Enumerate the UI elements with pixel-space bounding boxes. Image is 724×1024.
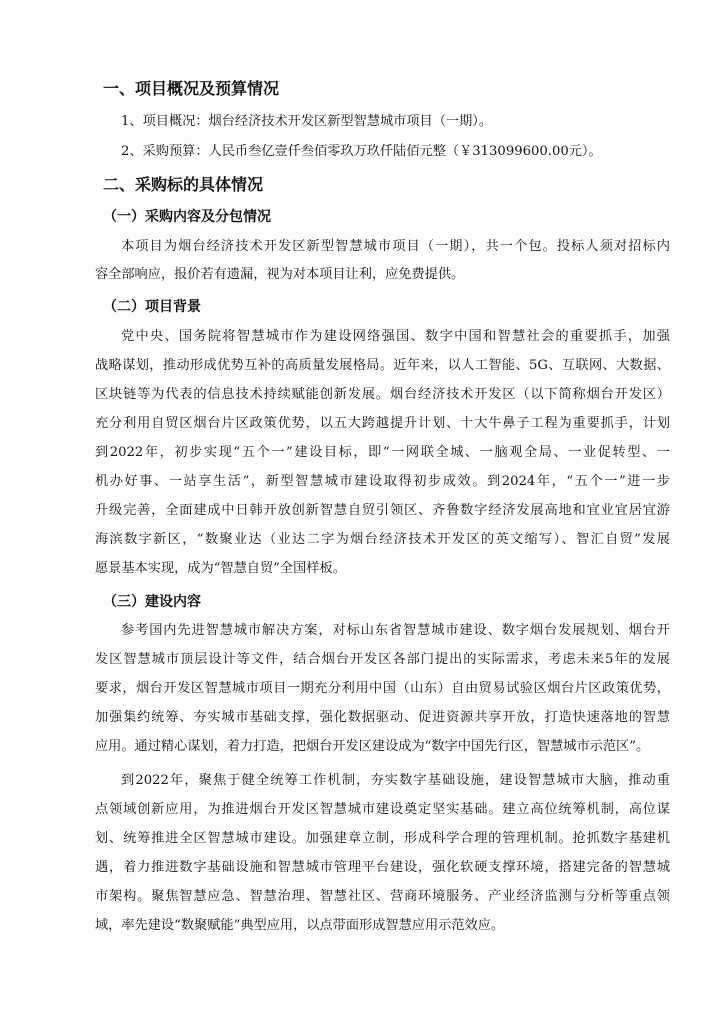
paragraph-line: 愿景基本实现，成为“智慧自贸”全国样板。 bbox=[95, 561, 346, 576]
paragraph-line: 升级完善，全面建成中日韩开放创新智慧自贸引领区、齐鲁数字经济发展高地和宜业宜居宜游 bbox=[95, 503, 670, 518]
section-1-title: 一、项目概况及预算情况 bbox=[103, 79, 280, 98]
paragraph-line: 点领域创新应用，为推进烟台开发区智慧城市建设奠定坚实基础。建立高位统筹机制，高位谋 bbox=[95, 802, 670, 817]
paragraph-line: 海滨数字新区，“数聚业达（业达二字为烟台经济技术开发区的英文缩写）、智汇自贸”发展 bbox=[95, 532, 670, 547]
paragraph-line: 机办好事、一站享生活”，新型智慧城市建设取得初步成效。到2024年，“五个一”进一步 bbox=[95, 474, 670, 489]
paragraph-line: 容全部响应，报价若有遗漏，视为对本项目让利，应免费提供。 bbox=[95, 267, 465, 282]
subsection-3-title: （三）建设内容 bbox=[103, 594, 201, 610]
paragraph-line: 参考国内先进智慧城市解决方案，对标山东省智慧城市建设、数字烟台发展规划、烟台开 bbox=[121, 623, 670, 638]
procurement-budget-line: 2、采购预算：人民币叁亿壹仟叁佰零玖万玖仟陆佰元整（￥313099600.00元）。 bbox=[121, 144, 602, 159]
paragraph-line: 加强集约统筹、夯实城市基础支撑，强化数据驱动、促进资源共享开放，打造快速落地的智慧 bbox=[95, 710, 670, 725]
paragraph-line: 遇，着力推进数字基础设施和智慧城市管理平台建设，强化软硬支撑环境，搭建完备的智慧城 bbox=[95, 860, 670, 875]
project-overview-line: 1、项目概况：烟台经济技术开发区新型智慧城市项目（一期）。 bbox=[121, 114, 493, 129]
paragraph-line: 划、统筹推进全区智慧城市建设。加强建章立制，形成科学合理的管理机制。抢抓数字基建机 bbox=[95, 831, 670, 846]
paragraph-line: 党中央、国务院将智慧城市作为建设网络强国、数字中国和智慧社会的重要抓手，加强 bbox=[121, 329, 670, 344]
paragraph-line: 到2022年，初步实现“五个一”建设目标，即“一网联全城、一脑观全局、一业促转型、一 bbox=[95, 445, 670, 460]
paragraph-line: 发区智慧城市顶层设计等文件，结合烟台开发区各部门提出的实际需求，考虑未来5年的发展 bbox=[95, 652, 670, 667]
paragraph-line: 到2022年，聚焦于健全统筹工作机制，夯实数字基础设施，建设智慧城市大脑，推动重 bbox=[121, 773, 670, 788]
paragraph-line: 战略谋划，推动形成优势互补的高质量发展格局。近年来，以人工智能、5G、互联网、大数据、 bbox=[95, 358, 670, 373]
paragraph-line: 域，率先建设“数聚赋能”典型应用，以点带面形成智慧应用示范效应。 bbox=[95, 918, 505, 933]
paragraph-line: 应用。通过精心谋划，着力打造，把烟台开发区建设成为“数字中国先行区，智慧城市示范区”。 bbox=[95, 739, 650, 754]
subsection-2-title: （二）项目背景 bbox=[103, 299, 201, 315]
paragraph-line: 要求，烟台开发区智慧城市项目一期充分利用中国（山东）自由贸易试验区烟台片区政策优势， bbox=[95, 681, 670, 696]
section-2-title: 二、采购标的具体情况 bbox=[103, 175, 264, 194]
paragraph-line: 充分利用自贸区烟台片区政策优势，以五大跨越提升计划、十大牛鼻子工程为重要抓手，计划 bbox=[95, 416, 670, 431]
paragraph-line: 本项目为烟台经济技术开发区新型智慧城市项目（一期），共一个包。投标人须对招标内 bbox=[121, 239, 670, 254]
paragraph-line: 区块链等为代表的信息技术持续赋能创新发展。烟台经济技术开发区（以下简称烟台开发区） bbox=[95, 387, 670, 402]
subsection-1-title: （一）采购内容及分包情况 bbox=[103, 209, 271, 225]
paragraph-line: 市架构。聚焦智慧应急、智慧治理、智慧社区、营商环境服务、产业经济监测与分析等重点领 bbox=[95, 889, 670, 904]
